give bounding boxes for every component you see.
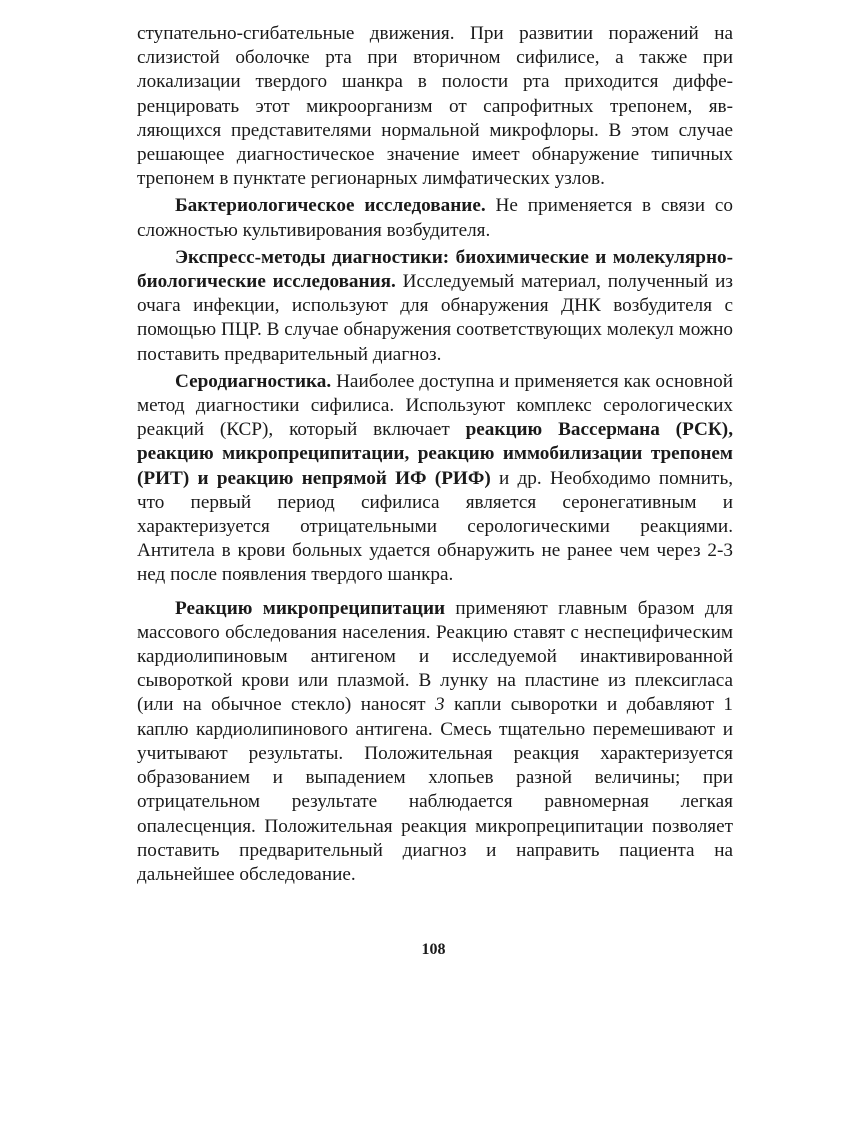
page-number: 108 — [421, 941, 446, 958]
text-run: капли сыворотки и добавляют 1 каплю кардиолипинового антигена. Смесь тщательно перемешивают и учитывают результаты. Положительная реакция характеризуется образованием и выпадением хлопьев разной величины; при отрицательном результате наблюдается равномерная легкая опалесценция. Положительная реакция микропреципитации позволяет поставить предварительный диагноз и направить пациента на дальнейшее обследование. — [137, 694, 733, 885]
section-heading-microprecipitation: Реакцию микропреципитации — [175, 597, 446, 619]
paragraph-express-methods — [137, 246, 733, 367]
text-run: Наиболее доступна и применяется как основной метод диагностики сифилиса. Используют комплекс серологических реакций (КСР), который включает — [137, 370, 733, 441]
paragraph-continuation — [137, 22, 733, 191]
text-run: применяют главным бразом для массового обследования населения. Реакцию ставят с неспецифическим кардиолипиновым антигеном и исследуемой инактивированной сывороткой крови или плазмой. В лунку на пластине из плексигласа (или на обычное стекло) наносят — [137, 597, 733, 716]
paragraph-serodiagnostics — [137, 370, 733, 588]
paragraph-microprecipitation — [137, 597, 733, 887]
text-run: Не применяется в связи со сложностью культивирования возбудителя. — [137, 195, 733, 241]
paragraph-bacteriological — [137, 194, 733, 242]
text-run: Исследуемый материал, полученный из очага инфекции, используют для обнаружения ДНК возбудителя с помощью ПЦР. В случае обнаружения соответствующих молекул можно поставить предварительный диагноз. — [137, 271, 733, 365]
section-heading-bacteriological: Бактериологическое исследование. — [175, 195, 486, 217]
text-run: и др. Необходимо помнить, что первый период сифилиса является серонегативным и характеризуется отрицательными серологическими реакциями. Антитела в крови больных удается обнаружить не ранее чем через 2-3 нед после появления твердого шанкра. — [137, 467, 733, 586]
section-heading-serodiagnostics: Серодиагностика. — [175, 370, 332, 392]
section-heading-express-methods: Экспресс-методы диагностики: биохимические и молекулярно-биологические исследования. — [137, 246, 733, 293]
book-page-body — [137, 22, 733, 887]
bold-reactions-list: реакцию Вассермана (РСК), реакцию микропреципитации, реакцию иммобилизации трепонем (РИТ) и реакцию непрямой ИФ (РИФ) — [137, 419, 733, 489]
text-run: ступательно-сгибательные движения. При развитии поражений на слизистой оболочке рта при вторичном сифилисе, а также при локализации твердого шанкра в полости рта приходится дифференцировать этот микроорганизм от сапрофитных трепонем, являющихся представителями нормальной микрофлоры. В этом случае решающее диагностическое значение имеет обнаружение типичных трепонем в пунктате регионарных лимфатических узлов. — [137, 23, 733, 190]
italic-number: 3 — [434, 694, 445, 716]
